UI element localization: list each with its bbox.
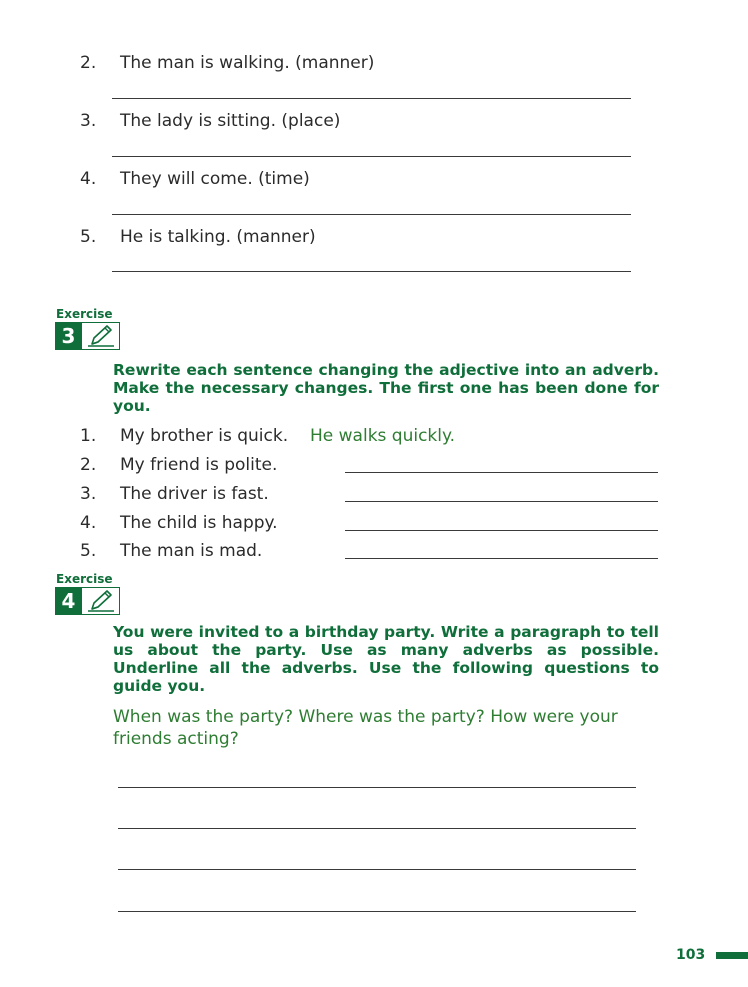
item-text: The man is walking. (manner) (120, 53, 375, 73)
writing-line[interactable] (118, 869, 636, 870)
item-text: My friend is polite. (120, 455, 278, 475)
page-number: 103 (676, 947, 706, 963)
exercise-label: Exercise (56, 307, 113, 321)
guide-questions: When was the party? Where was the party? How were your friends acting? (113, 707, 618, 749)
writing-line[interactable] (118, 828, 636, 829)
item-number: 4. (80, 169, 97, 189)
exercise-number: 4 (55, 587, 82, 615)
answer-line[interactable] (112, 156, 631, 157)
item-number: 5. (80, 227, 97, 247)
item-number: 5. (80, 541, 97, 561)
exercise-instruction: Rewrite each sentence changing the adjective into an adverb. Make the necessary changes. The first one has been done for you. (113, 361, 659, 415)
answer-line[interactable] (345, 530, 658, 531)
exercise-number: 3 (55, 322, 82, 350)
writing-line[interactable] (118, 911, 636, 912)
exercise-instruction: You were invited to a birthday party. Write a paragraph to tell us about the party. Use as many adverbs as possible. Underline all the adverbs. Use the following questions to guide you. (113, 623, 659, 695)
item-text: The man is mad. (120, 541, 263, 561)
item-text: The driver is fast. (120, 484, 269, 504)
answer-line[interactable] (345, 558, 658, 559)
item-text: The lady is sitting. (place) (120, 111, 341, 131)
item-text: The child is happy. (120, 513, 278, 533)
item-number: 2. (80, 455, 97, 475)
item-number: 2. (80, 53, 97, 73)
item-text: My brother is quick. (120, 426, 289, 446)
item-number: 1. (80, 426, 97, 446)
answer-line[interactable] (112, 98, 631, 99)
answer-line[interactable] (112, 271, 631, 272)
pencil-icon (82, 587, 120, 615)
item-number: 3. (80, 111, 97, 131)
item-text: They will come. (time) (120, 169, 310, 189)
answer-line[interactable] (112, 214, 631, 215)
pencil-icon (82, 322, 120, 350)
item-number: 3. (80, 484, 97, 504)
item-text: He is talking. (manner) (120, 227, 316, 247)
exercise-badge (55, 587, 121, 615)
page-marker-bar (716, 952, 748, 959)
item-number: 4. (80, 513, 97, 533)
answer-line[interactable] (345, 472, 658, 473)
answer-line[interactable] (345, 501, 658, 502)
writing-line[interactable] (118, 787, 636, 788)
exercise-badge (55, 322, 121, 350)
sample-answer: He walks quickly. (310, 426, 456, 446)
exercise-label: Exercise (56, 572, 113, 586)
